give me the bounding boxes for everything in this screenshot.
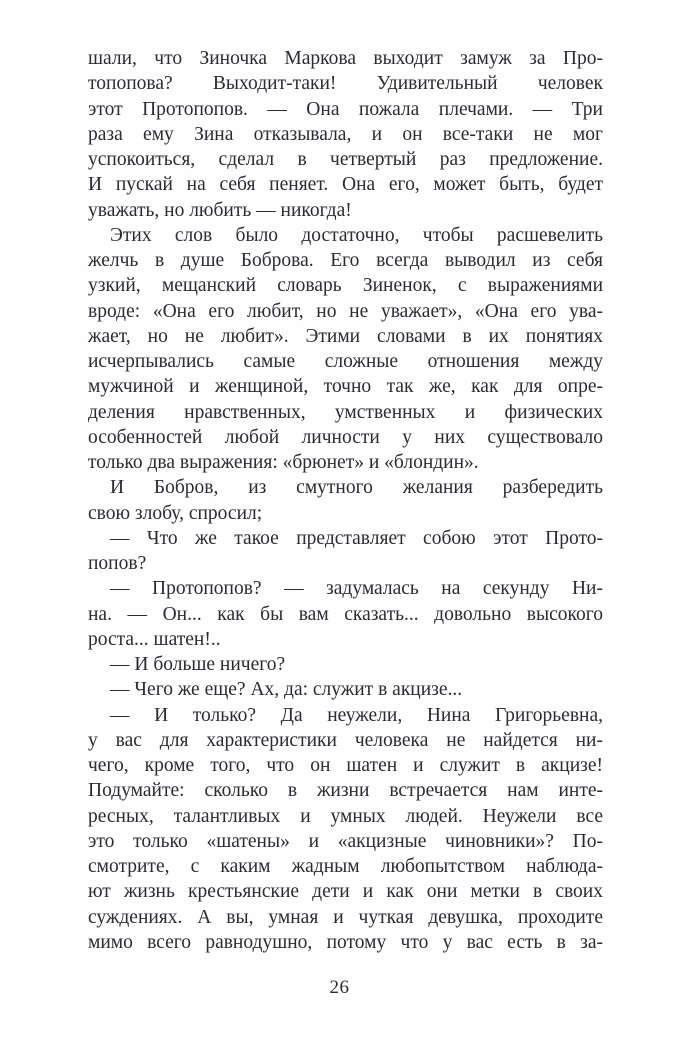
text-line: топопова? Выходит-таки! Удивительный человек [88,73,603,95]
text-line: роста... шатен!.. [88,628,221,650]
text-line: смотрите, с каким жадным любопытством наблюда- [88,856,603,877]
text-line: этот Протопопов. — Она пожала плечами. — Три [88,98,603,120]
text-line: свою злобу, спросил; [88,502,263,524]
text-line: И пускай на себя пеняет. Она его, может быть, будет [88,174,603,196]
text-line: раза ему Зина отказывала, и он все-таки не мог [88,123,603,145]
text-line: ресных, талантливых и умных людей. Неужели все [88,805,603,827]
text-line: суждениях. А вы, умная и чуткая девушка, проходите [88,906,603,928]
text-line: — И только? Да неужели, Нина Григорьевна, [110,704,603,726]
text-line: И Бобров, из смутного желания разбередить [110,477,603,499]
text-line: вроде: «Она его любит, но не уважает», «Она его ува- [88,300,603,322]
text-line: Этих слов было достаточно, чтобы расшевелить [110,224,603,246]
page-text [88,46,603,955]
text-line: мимо всего равнодушно, потому что у вас есть в за- [88,931,603,953]
text-line: это только «шатены» и «акцизные чиновники»? По- [88,830,603,852]
text-line: — Протопопов? — задумалась на секунду Ни- [110,578,603,600]
paragraph [88,703,603,956]
text-line: мужчиной и женщиной, точно так же, как для опре- [88,376,603,398]
text-line: деления нравственных, умственных и физических [88,401,603,423]
text-line: у вас для характеристики человека не найдется ни- [88,729,603,751]
text-line: Подумайте: сколько в жизни встречается нам инте- [88,780,603,802]
text-line: узкий, мещанский словарь Зиненок, с выражениями [88,275,603,297]
text-line: на. — Он... как бы вам сказать... довольно высокого [88,603,603,625]
text-line: чего, кроме того, что он шатен и служит в акцизе! [88,755,603,776]
text-line: исчерпывались самые сложные отношения между [88,351,603,372]
text-line: особенностей любой личности у них существовало [88,426,603,448]
text-line: — Что же такое представляет собою этот Прото- [110,527,603,549]
paragraph [88,46,603,223]
paragraph [88,475,603,526]
text-line: — И больше ничего? [110,654,286,675]
text-line: уважать, но любить — никогда! [88,199,352,221]
text-line: попов? [88,553,147,574]
paragraph [88,652,603,677]
page-number: 26 [329,977,350,998]
paragraph [88,223,603,476]
text-line: жает, но не любит». Этими словами в их понятиях [88,325,603,347]
text-line: — Чего же еще? Ах, да: служит в акцизе... [110,679,463,701]
paragraph [88,677,603,702]
text-line: ют жизнь крестьянские дети и как они метки в своих [88,881,603,903]
paragraph [88,526,603,577]
text-line: желчь в душе Боброва. Его всегда выводил из себя [88,250,603,271]
text-line: шали, что Зиночка Маркова выходит замуж за Про- [88,48,603,69]
text-line: успокоиться, сделал в четвертый раз предложение. [88,149,603,170]
paragraph [88,576,603,652]
text-line: только два выражения: «брюнет» и «блондин». [88,452,479,473]
